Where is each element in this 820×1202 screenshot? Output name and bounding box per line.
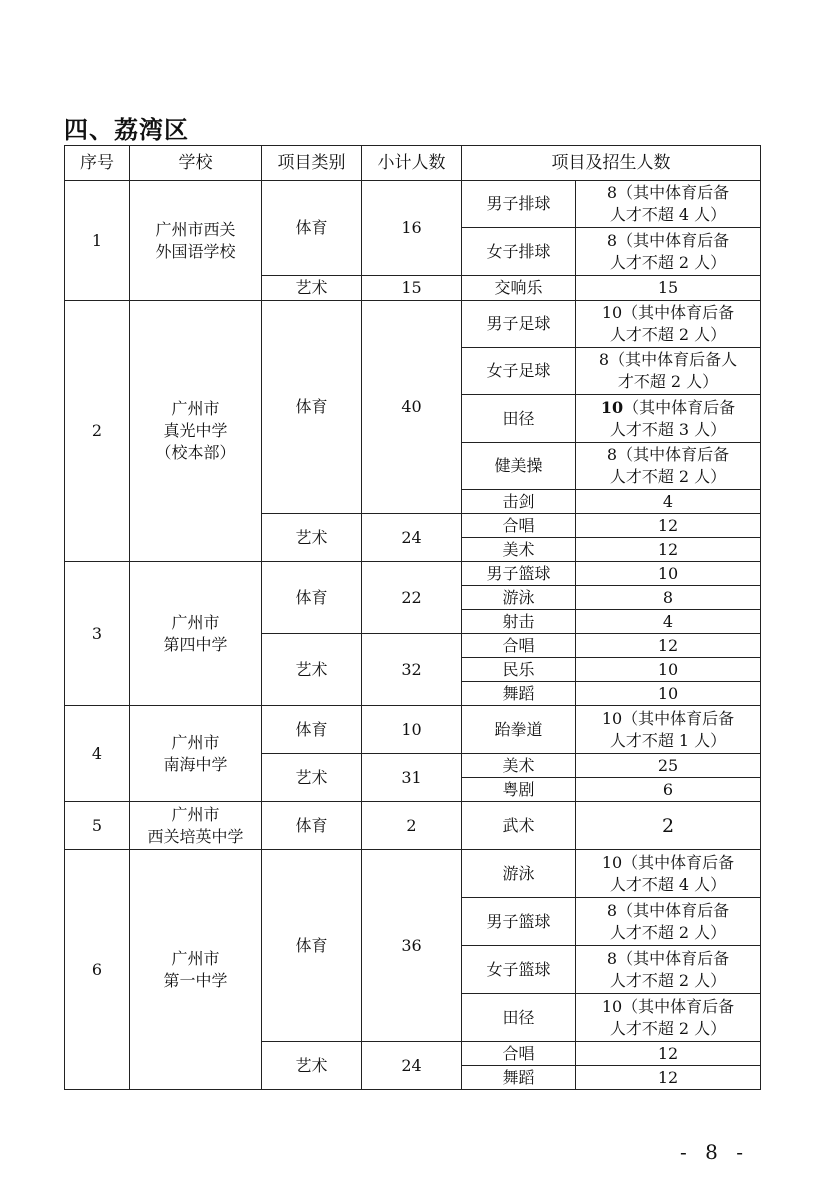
item-value: 25	[576, 754, 761, 778]
school-no: 4	[65, 706, 130, 802]
header-subtotal: 小计人数	[362, 146, 462, 181]
school-name	[130, 802, 262, 850]
school-name-line: 外国语学校	[155, 241, 236, 261]
item-name: 粤剧	[462, 778, 576, 802]
item-value-line: 人才不超 2 人）	[609, 1018, 727, 1038]
item-value: 10	[576, 562, 761, 586]
table-row	[65, 301, 761, 348]
enrollment-table	[64, 145, 761, 1090]
header-category: 项目类别	[262, 146, 362, 181]
header-school: 学校	[130, 146, 262, 181]
header-items: 项目及招生人数	[462, 146, 761, 181]
item-value: 2	[576, 802, 761, 850]
item-value: 12	[576, 1066, 761, 1090]
school-name-line: 广州市	[171, 948, 220, 968]
header-no: 序号	[65, 146, 130, 181]
item-name: 美术	[462, 754, 576, 778]
school-no: 3	[65, 562, 130, 706]
item-name: 击剑	[462, 490, 576, 514]
item-value	[576, 850, 761, 898]
item-value: 8	[576, 586, 761, 610]
school-name	[130, 181, 262, 301]
item-name: 合唱	[462, 1042, 576, 1066]
item-value-line: 人才不超 2 人）	[609, 970, 727, 990]
school-name-line: 广州市	[171, 732, 220, 752]
school-name-line: 南海中学	[163, 754, 228, 774]
item-name: 女子排球	[462, 228, 576, 276]
school-name-line: 广州市	[171, 399, 220, 418]
item-value-line	[579, 397, 757, 419]
category-sport: 体育	[262, 301, 362, 514]
item-value: 12	[576, 538, 761, 562]
school-no: 2	[65, 301, 130, 562]
item-value-line: 10（其中体育后备	[601, 852, 735, 872]
item-name: 女子篮球	[462, 946, 576, 994]
item-name: 舞蹈	[462, 1066, 576, 1090]
item-value	[576, 301, 761, 348]
item-value	[576, 395, 761, 443]
table-row	[65, 706, 761, 754]
school-name-line: 西关培英中学	[147, 826, 244, 846]
school-name	[130, 301, 262, 562]
item-value-line: 人才不超 2 人）	[609, 467, 727, 486]
subtotal-sport: 2	[362, 802, 462, 850]
item-name: 射击	[462, 610, 576, 634]
subtotal-sport: 36	[362, 850, 462, 1042]
item-name: 田径	[462, 994, 576, 1042]
item-name: 跆拳道	[462, 706, 576, 754]
subtotal-sport: 22	[362, 562, 462, 634]
item-value-line: 才不超 2 人）	[617, 372, 719, 391]
school-name	[130, 562, 262, 706]
item-name: 合唱	[462, 514, 576, 538]
school-name-line: 广州市	[171, 804, 220, 824]
subtotal-art: 24	[362, 1042, 462, 1090]
item-value-line: 8（其中体育后备人	[598, 350, 738, 369]
category-sport: 体育	[262, 850, 362, 1042]
item-name: 游泳	[462, 850, 576, 898]
item-value	[576, 994, 761, 1042]
subtotal-art: 31	[362, 754, 462, 802]
item-name: 健美操	[462, 443, 576, 490]
item-value-line: 人才不超 4 人）	[609, 874, 727, 894]
item-name: 男子排球	[462, 181, 576, 228]
item-value-line: 人才不超 3 人）	[609, 419, 727, 439]
category-art: 艺术	[262, 276, 362, 301]
item-value	[576, 946, 761, 994]
school-name-line: 真光中学	[163, 421, 228, 440]
item-value	[576, 443, 761, 490]
table-header-row	[65, 146, 761, 181]
item-value: 12	[576, 634, 761, 658]
item-name: 美术	[462, 538, 576, 562]
table-row	[65, 802, 761, 850]
category-sport: 体育	[262, 562, 362, 634]
item-name: 男子篮球	[462, 898, 576, 946]
table-row	[65, 562, 761, 586]
item-value-line: 8（其中体育后备	[606, 445, 730, 464]
item-value-line: 人才不超 4 人）	[609, 205, 727, 224]
school-name	[130, 706, 262, 802]
item-value: 12	[576, 514, 761, 538]
subtotal-sport: 10	[362, 706, 462, 754]
item-name: 女子足球	[462, 348, 576, 395]
item-name: 武术	[462, 802, 576, 850]
subtotal-art: 15	[362, 276, 462, 301]
school-no: 6	[65, 850, 130, 1090]
category-art: 艺术	[262, 514, 362, 562]
item-value-line: 10（其中体育后备	[601, 303, 735, 322]
item-value-bold: 10	[600, 397, 624, 417]
item-value	[576, 348, 761, 395]
item-value-line: 人才不超 2 人）	[609, 252, 727, 272]
item-value-line: 人才不超 2 人）	[609, 922, 727, 942]
item-value-rest: （其中体育后备	[623, 397, 736, 417]
item-value: 6	[576, 778, 761, 802]
item-value: 12	[576, 1042, 761, 1066]
section-title: 四、荔湾区	[64, 116, 189, 144]
subtotal-sport: 16	[362, 181, 462, 276]
category-art: 艺术	[262, 754, 362, 802]
item-value-line: 8（其中体育后备	[606, 900, 730, 920]
item-name: 男子足球	[462, 301, 576, 348]
school-name-line: 第一中学	[163, 970, 228, 990]
item-value-line: 8（其中体育后备	[606, 948, 730, 968]
item-name: 民乐	[462, 658, 576, 682]
table-row	[65, 181, 761, 228]
item-value-line: 10（其中体育后备	[601, 708, 735, 728]
subtotal-art: 24	[362, 514, 462, 562]
item-value	[576, 181, 761, 228]
item-value-line: 10（其中体育后备	[601, 996, 735, 1016]
item-name: 合唱	[462, 634, 576, 658]
item-value: 15	[576, 276, 761, 301]
school-name-line: 广州市	[171, 612, 220, 632]
table-row	[65, 850, 761, 898]
school-name	[130, 850, 262, 1090]
item-value-line: 8（其中体育后备	[606, 230, 730, 250]
category-art: 艺术	[262, 634, 362, 706]
item-name: 男子篮球	[462, 562, 576, 586]
item-value: 4	[576, 610, 761, 634]
item-value: 10	[576, 658, 761, 682]
category-sport: 体育	[262, 802, 362, 850]
school-no: 5	[65, 802, 130, 850]
item-value	[576, 228, 761, 276]
item-name: 舞蹈	[462, 682, 576, 706]
school-no: 1	[65, 181, 130, 301]
school-name-line: （校本部）	[155, 443, 236, 462]
subtotal-sport: 40	[362, 301, 462, 514]
item-name: 游泳	[462, 586, 576, 610]
category-art: 艺术	[262, 1042, 362, 1090]
item-name: 交响乐	[462, 276, 576, 301]
category-sport: 体育	[262, 181, 362, 276]
school-name-line: 广州市西关	[155, 219, 236, 239]
item-value-line: 人才不超 2 人）	[609, 325, 727, 344]
item-value: 10	[576, 682, 761, 706]
category-sport: 体育	[262, 706, 362, 754]
item-name: 田径	[462, 395, 576, 443]
item-value	[576, 706, 761, 754]
school-name-line: 第四中学	[163, 634, 228, 654]
subtotal-art: 32	[362, 634, 462, 706]
item-value-line: 8（其中体育后备	[606, 183, 730, 202]
item-value: 4	[576, 490, 761, 514]
page-number: - 8 -	[680, 1140, 749, 1164]
item-value	[576, 898, 761, 946]
item-value-line: 人才不超 1 人）	[609, 730, 727, 750]
